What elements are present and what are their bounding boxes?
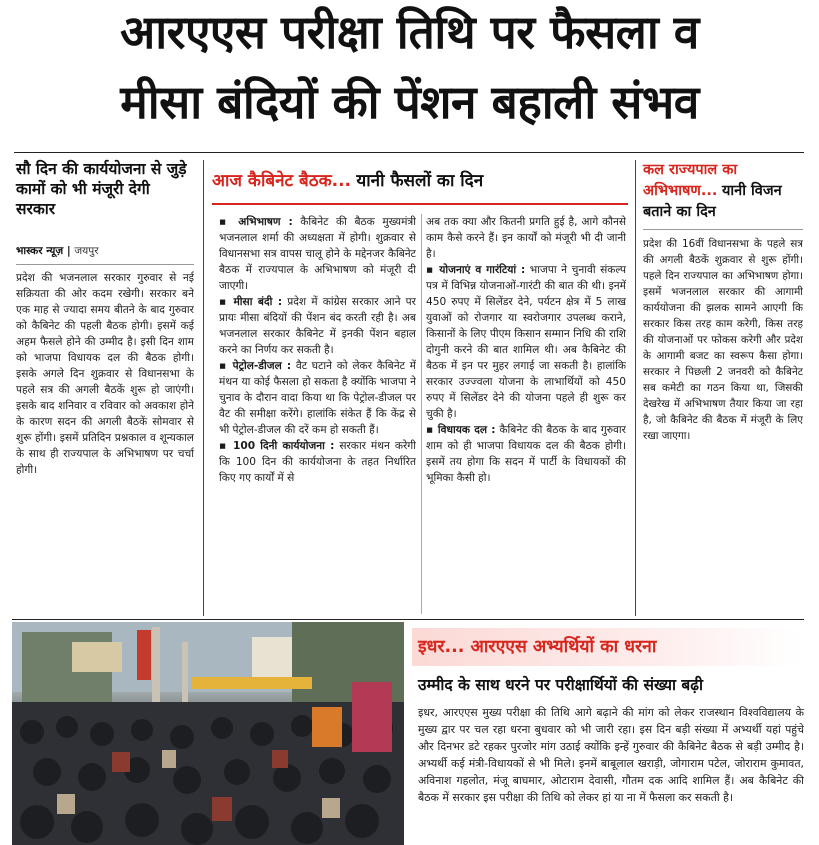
headline-divider (14, 152, 804, 153)
center-item-continued (426, 214, 626, 262)
right-banner-black: यानी विजन बताने का दिन (643, 183, 782, 220)
left-subheading: सौ दिन की कार्ययोजना से जुड़े कामों को भी मंजूरी देगी सरकार (16, 160, 187, 218)
center-column-2 (426, 214, 626, 616)
right-article-body (643, 236, 803, 616)
headline-line-1: आरएएस परीक्षा तिथि पर फैसला व (120, 5, 699, 59)
center-item-misa-text: प्रदेश में कांग्रेस सरकार आने पर प्रायः मीसा बंदियों की पेंशन बंद करती रही है। अब भजनलाल सरकार कैबिनेट में इनकी पेंशन बहाल करने का निर्णय कर सकती है। (219, 296, 416, 356)
byline-city: जयपुर (74, 245, 99, 257)
bottom-banner: इधर... आरएएस अभ्यर्थियों का धरना (418, 637, 657, 657)
center-item-petrol (219, 358, 416, 438)
center-banner-divider (212, 203, 628, 205)
column-divider-left (203, 160, 204, 616)
byline (16, 244, 98, 258)
center-item-speech-label: ▪ अभिभाषण : (219, 216, 293, 228)
left-article-text: प्रदेश की भजनलाल सरकार गुरुवार से नई सक्रियता की ओर कदम रखेगी। सरकार बने एक माह से ज्यादा समय बीतने के बाद गुरुवार को कैबिनेट की पहली बैठक होगी। इसमें कई अहम फैसले होने की उम्मीद है। इसी दिन शाम को भाजपा विधायक दल की बैठक होगी। इसके अगले दिन शुक्रवार से विधानसभा के पहले सत्र की अगली बैठकें शुरू हो जाएंगी। इसके बाद शनिवार व रविवार को अवकाश होने के कारण सदन की अगली बैठकें सोमवार से शुरू होंगी। इसमें प्रतिदिन प्रश्नकाल व शून्यकाल के साथ ही राज्यपाल के अभिभाषण पर चर्चा होगी। (16, 272, 194, 476)
left-article-body (16, 270, 194, 620)
protest-crowd-illustration (12, 622, 404, 845)
center-column-1 (219, 214, 416, 616)
center-item-petrol-text: वैट घटाने को लेकर कैबिनेट में मंथन या कोई फैसला हो सकता है क्योंकि भाजपा ने चुनाव के दौरान वादा किया था कि पेट्रोल-डीजल पर वैट की समीक्षा करेंगे। हालांकि संकेत हैं कि केंद्र से भी पेट्रोल-डीजल की दरें कम हो सकती हैं। (219, 360, 416, 436)
center-banner-black: यानी फैसलों का दिन (356, 171, 484, 191)
bottom-article-body (418, 704, 804, 845)
protest-photo (12, 622, 404, 845)
byline-agency: भास्कर न्यूज़ (16, 245, 64, 257)
right-banner-divider (643, 229, 803, 230)
center-item-100-days-text: सरकार मंथन करेगी कि 100 दिन की कार्ययोजना के तहत निर्धारित किए गए कार्यों में से (219, 440, 416, 484)
center-item-petrol-label: ▪ पेट्रोल-डीजल : (219, 360, 292, 372)
center-banner (212, 168, 628, 191)
center-item-speech (219, 214, 416, 294)
column-divider-center (421, 214, 422, 614)
center-item-legislators-label: ▪ विधायक दल : (426, 424, 496, 436)
right-banner-red: कल राज्यपाल का अभिभाषण... (643, 162, 738, 199)
right-banner (643, 160, 803, 223)
headline-line-2: मीसा बंदियों की पेंशन बहाली संभव (120, 75, 699, 129)
center-item-100-days-label: ▪ 100 दिनी कार्ययोजना : (219, 440, 335, 452)
bottom-subheading: उम्मीद के साथ धरने पर परीक्षार्थियों की संख्या बढ़ी (418, 676, 704, 694)
column-divider-right (635, 160, 636, 616)
center-item-100-days (219, 438, 416, 486)
center-item-misa-label: ▪ मीसा बंदी : (219, 296, 283, 308)
center-item-continued-text: अब तक क्या और कितनी प्रगति हुई है, आगे कौनसे काम कैसे करने हैं। इन कार्यों को मंजूरी भी दी जानी है। (426, 216, 626, 260)
left-byline-divider (16, 264, 194, 265)
bottom-article-text: इधर, आरएएस मुख्य परीक्षा की तिथि आगे बढ़ाने की मांग को लेकर राजस्थान विश्वविद्यालय के मुख्य द्वार पर चल रहा धरना बुधवार को भी जारी रहा। इस दिन बड़ी संख्या में अभ्यर्थी यहां पहुंचे और दिनभर डटे रहकर पुरजोर मांग उठाई क्योंकि इन्हें गुरुवार की कैबिनेट बैठक से बड़ी उम्मीद है। अभ्यर्थी कई मंत्री-विधायकों से भी मिले। इनमें बाबूलाल खराड़ी, जोगाराम पटेल, जोराराम कुमावत, अविनाश गहलोत, मंजू बाघमार, ओटाराम देवासी, गौतम दक आदि शामिल हैं। अब कैबिनेट की बैठक में सरकार इस परीक्षा की तिथि को लेकर हां या ना में फैसला कर सकती है। (418, 706, 804, 804)
center-item-legislators-text: कैबिनेट की बैठक के बाद गुरुवार शाम को ही भाजपा विधायक दल की बैठक होगी। इसमें तय होगा कि सदन में पार्टी के विधायकों की भूमिका कैसी हो। (426, 424, 626, 484)
right-article-text: प्रदेश की 16वीं विधानसभा के पहले सत्र की अगली बैठकें शुक्रवार से शुरू होंगी। पहले दिन राज्यपाल का अभिभाषण होगा। इसमें भजनलाल सरकार की आगामी कार्ययोजना की झलक सामने आएगी कि सरकार किस तरह काम करेगी, किस तरह की योजनाओं पर फोकस करेगी और प्रदेश के आगामी बजट का स्वरूप कैसा होगा। सरकार ने पिछली 2 जनवरी को कैबिनेट सब कमेटी का गठन किया था, जिसकी देखरेख में अभिभाषण तैयार किया जा रहा है, जो कैबिनेट की बैठक में मंजूरी के लिए रखा जाएगा। (643, 238, 803, 442)
center-item-legislators (426, 422, 626, 486)
center-item-schemes-label: ▪ योजनाएं व गारंटियां : (426, 264, 526, 276)
center-item-schemes (426, 262, 626, 422)
section-divider (12, 619, 804, 620)
center-item-schemes-text: भाजपा ने चुनावी संकल्प पत्र में विभिन्न योजनाओं-गारंटी की बात की थी। इनमें 450 रुपए में सिलेंडर देने, पर्यटन क्षेत्र में 5 लाख युवाओं को रोजगार या स्वरोजगार उपलब्ध कराने, किसानों के लिए पीएम किसान सम्मान निधि की राशि दोगुनी करने की बात शामिल थी। अब कैबिनेट की बैठक में इन पर मुहर लगाई जा सकती है। हालांकि सरकार उज्ज्वला योजना के लाभार्थियों को 450 रुपए में सिलेंडर देने की योजना पहले ही शुरू कर चुकी है। (426, 264, 626, 420)
center-item-speech-text: कैबिनेट की बैठक मुख्यमंत्री भजनलाल शर्मा की अध्यक्षता में होगी। शुक्रवार से विधानसभा सत्र वापस चालू होने के मद्देनजर कैबिनेट बैठक में राज्यपाल के अभिभाषण को मंजूरी दी जाएगी। (219, 216, 416, 292)
byline-separator: | (66, 245, 75, 257)
center-item-misa (219, 294, 416, 358)
center-banner-red: आज कैबिनेट बैठक... (212, 171, 352, 191)
